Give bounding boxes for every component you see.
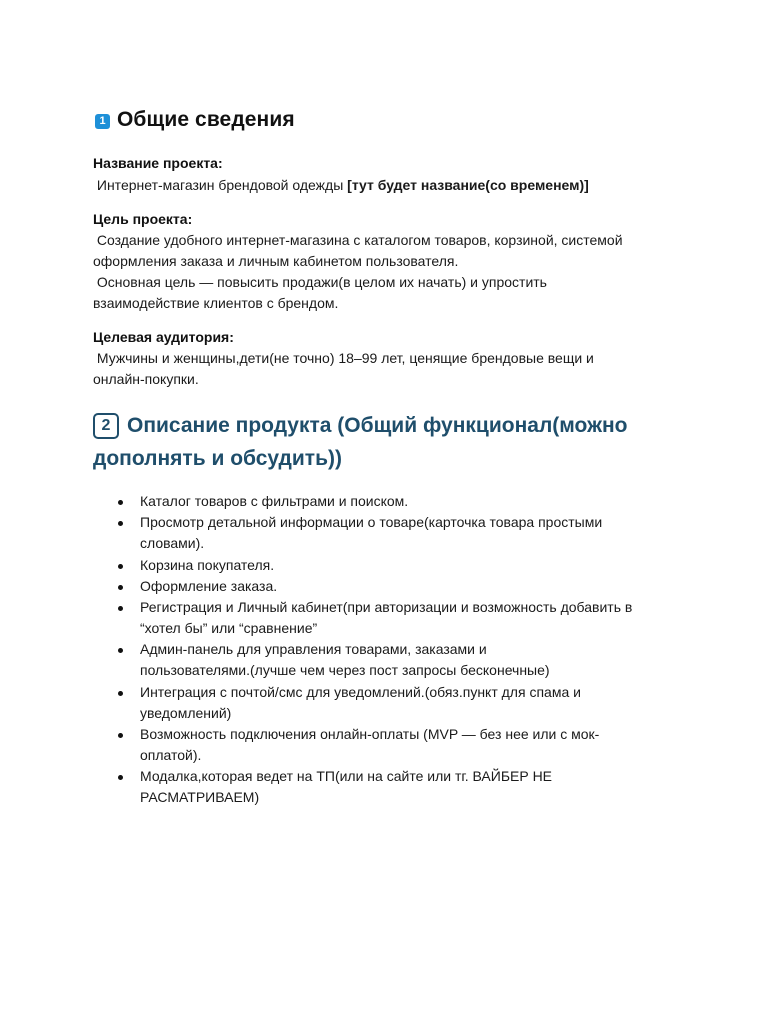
section-1-heading: [95, 105, 295, 135]
audience-line: онлайн-покупки.: [93, 371, 199, 387]
feature-text-line: “хотел бы” или “сравнение”: [140, 620, 318, 637]
feature-list-item: [116, 639, 676, 681]
audience-label: Целевая аудитория:: [93, 329, 234, 345]
feature-list-item: [116, 576, 676, 597]
audience-text: [93, 348, 693, 390]
goal-line: взаимодействие клиентов с брендом.: [93, 295, 339, 311]
section-1-title: Общие сведения: [117, 108, 295, 131]
bullet-icon: [118, 775, 123, 780]
bullet-icon: [118, 733, 123, 738]
feature-text-line: пользователями.(лучше чем через пост запросы бесконечные): [140, 662, 550, 679]
feature-text-line: Оформление заказа.: [140, 577, 278, 594]
feature-list-item: [116, 724, 676, 766]
feature-list-item: [116, 491, 676, 512]
bullet-icon: [118, 521, 123, 526]
bullet-icon: [118, 691, 123, 696]
feature-text-line: РАСМАТРИВАЕМ): [140, 789, 260, 806]
audience-line: Мужчины и женщины,дети(не точно) 18–99 лет, ценящие брендовые вещи и: [93, 350, 594, 366]
bullet-icon: [118, 564, 123, 569]
bullet-icon: [118, 648, 123, 653]
feature-list-item: [116, 512, 676, 554]
project-name-text: Интернет-магазин брендовой одежды: [93, 177, 348, 193]
section-2-heading: [93, 409, 713, 475]
feature-text-line: уведомлений): [140, 704, 232, 721]
feature-list-item: [116, 555, 676, 576]
number-two-icon: 2: [93, 413, 119, 439]
feature-list-item: [116, 597, 676, 639]
goal-line: оформления заказа и личным кабинетом пользователя.: [93, 253, 459, 269]
feature-list-item: [116, 766, 676, 808]
feature-text-line: словами).: [140, 535, 205, 552]
goal-text: [93, 230, 693, 314]
project-name-value: [93, 175, 693, 196]
feature-list: [116, 491, 676, 809]
goal-line: Основная цель — повысить продажи(в целом их начать) и упростить: [93, 274, 547, 290]
project-name-placeholder: [тут будет название(со временем)]: [347, 177, 589, 193]
bullet-icon: [118, 500, 123, 505]
goal-label: Цель проекта:: [93, 211, 193, 227]
feature-list-item: [116, 682, 676, 724]
feature-text-line: Возможность подключения онлайн-оплаты (MVP — без нее или с мок-: [140, 726, 600, 743]
project-name-label: Название проекта:: [93, 155, 223, 171]
feature-text-line: Регистрация и Личный кабинет(при авторизации и возможность добавить в: [140, 599, 633, 616]
feature-text-line: Каталог товаров с фильтрами и поиском.: [140, 493, 409, 509]
feature-text-line: Интеграция с почтой/смс для уведомлений.(обяз.пункт для спама и: [140, 683, 581, 700]
feature-text-line: Просмотр детальной информации о товаре(карточка товара простыми: [140, 514, 603, 531]
bullet-icon: [118, 585, 123, 590]
feature-text-line: Админ-панель для управления товарами, заказами и: [140, 641, 487, 658]
feature-text-line: оплатой).: [140, 747, 202, 764]
feature-text-line: Корзина покупателя.: [140, 556, 275, 573]
section-2-title: Описание продукта (Общий функционал(можно дополнять и обсудить)): [93, 414, 628, 470]
goal-line: Создание удобного интернет-магазина с каталогом товаров, корзиной, системой: [93, 232, 623, 248]
feature-text-line: Модалка,которая ведет на ТП(или на сайте или тг. ВАЙБЕР НЕ: [140, 768, 553, 785]
number-one-icon: 1: [95, 114, 110, 129]
bullet-icon: [118, 606, 123, 611]
